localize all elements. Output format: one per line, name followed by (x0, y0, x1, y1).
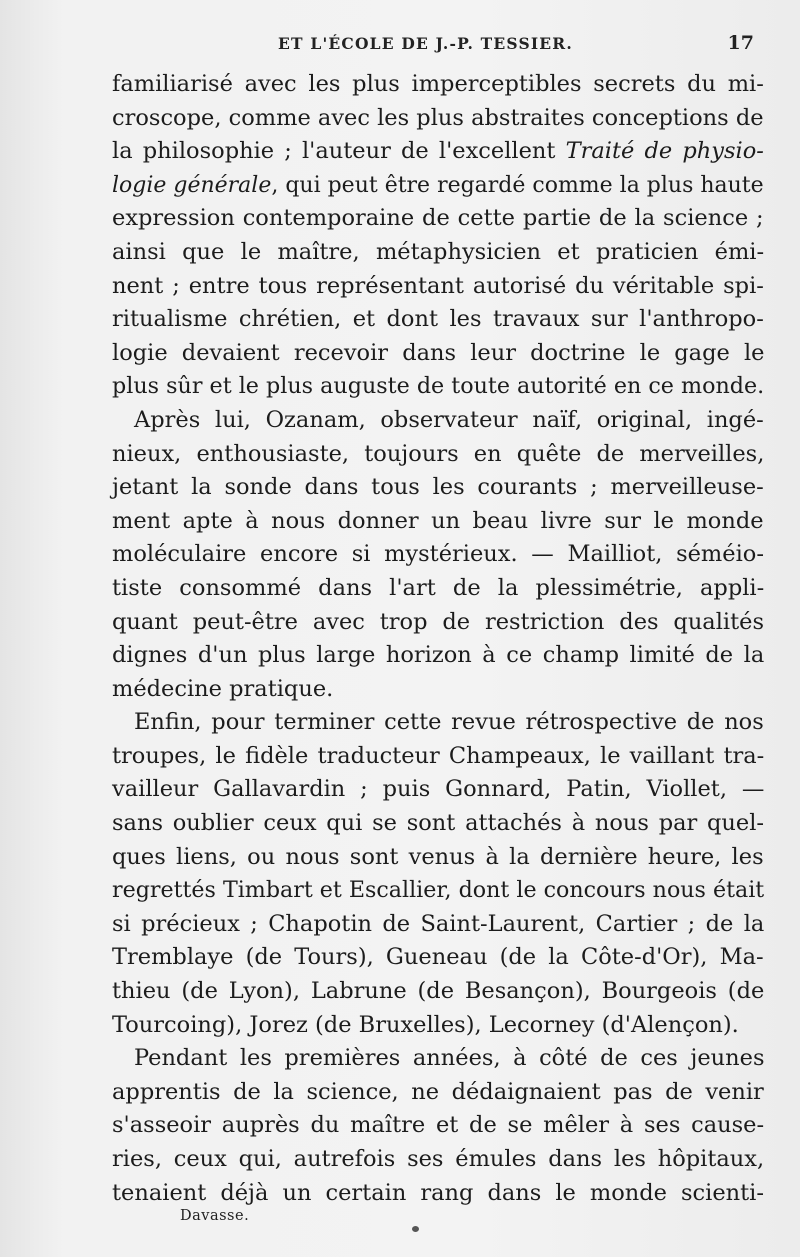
text-line: ment apte à nous donner un beau livre sur le monde (112, 507, 764, 534)
text-line: sans oublier ceux qui se sont attachés à nous par quel- (112, 810, 765, 837)
italic-title: Traité de physio- (565, 138, 764, 165)
text-line: nieux, enthousiaste, toujours en quête de merveilles, (112, 440, 765, 467)
text-line: familiarisé avec les plus imperceptibles secrets du mi- (112, 71, 764, 97)
text-line: ques liens, ou nous sont venus à la dernière heure, les (112, 843, 764, 870)
text-line: regrettés Timbart et Escallier, dont le concours nous était (112, 877, 765, 904)
text-line: Enfin, pour terminer cette revue rétrospective de nos (134, 709, 764, 736)
text-line: expression contemporaine de cette partie de la science ; (112, 205, 764, 232)
text-line: s'asseoir auprès du maître et de se mêler à ses cause- (112, 1112, 765, 1139)
text-line: dignes d'un plus large horizon à ce champ limité de la (112, 642, 765, 669)
text-line: tiste consommé dans l'art de la plessimétrie, appli- (112, 574, 765, 601)
text-line: logie générale, qui peut être regardé comme la plus haute (112, 171, 764, 198)
text-line: la philosophie ; l'auteur de l'excellent Traité de physio- (112, 138, 764, 165)
ink-dot (412, 1226, 419, 1232)
text-line: plus sûr et le plus auguste de toute autorité en ce monde. (112, 373, 765, 400)
text-line: si précieux ; Chapotin de Saint-Laurent, Cartier ; de la (112, 910, 765, 937)
text-line: thieu (de Lyon), Labrune (de Besançon), Bourgeois (de (112, 978, 765, 1005)
text-line: vailleur Gallavardin ; puis Gonnard, Patin, Viollet, — (112, 776, 765, 803)
page-number: 17 (727, 32, 754, 54)
text-line: ries, ceux qui, autrefois ses émules dans les hôpitaux, (112, 1146, 765, 1172)
text-line: ainsi que le maître, métaphysicien et praticien émi- (112, 238, 765, 265)
page-header (110, 28, 760, 62)
running-title: ET L'ÉCOLE DE J.-P. TESSIER. (278, 34, 573, 53)
text-line: médecine pratique. (112, 675, 334, 702)
text-line: tenaient déjà un certain rang dans le monde scienti- (112, 1179, 764, 1206)
text-line: croscope, comme avec les plus abstraites conceptions de (112, 104, 764, 131)
printer-signature: Davasse. (180, 1208, 250, 1224)
text-line: logie devaient recevoir dans leur doctrine le gage le (112, 339, 765, 366)
text-line: moléculaire encore si mystérieux. — Mailliot, séméio- (112, 541, 764, 568)
body-text (112, 68, 764, 1210)
text-line: Après lui, Ozanam, observateur naïf, original, ingé- (134, 406, 764, 433)
text-line: apprentis de la science, ne dédaignaient pas de venir (112, 1078, 764, 1105)
text-line: troupes, le fidèle traducteur Champeaux, le vaillant tra- (112, 742, 765, 769)
italic-title: logie générale (112, 171, 272, 198)
text-line: jetant la sonde dans tous les courants ; merveilleuse- (112, 474, 764, 501)
text-line: Tourcoing), Jorez (de Bruxelles), Lecorney (d'Alençon). (112, 1011, 739, 1038)
text-line: Tremblaye (de Tours), Gueneau (de la Côte-d'Or), Ma- (112, 944, 764, 971)
text-line: quant peut-être avec trop de restriction des qualités (112, 608, 765, 635)
text-line: ritualisme chrétien, et dont les travaux sur l'anthropo- (112, 306, 764, 333)
text-line: nent ; entre tous représentant autorisé du véritable spi- (112, 272, 764, 299)
text-line: Pendant les premières années, à côté de ces jeunes (134, 1045, 765, 1072)
